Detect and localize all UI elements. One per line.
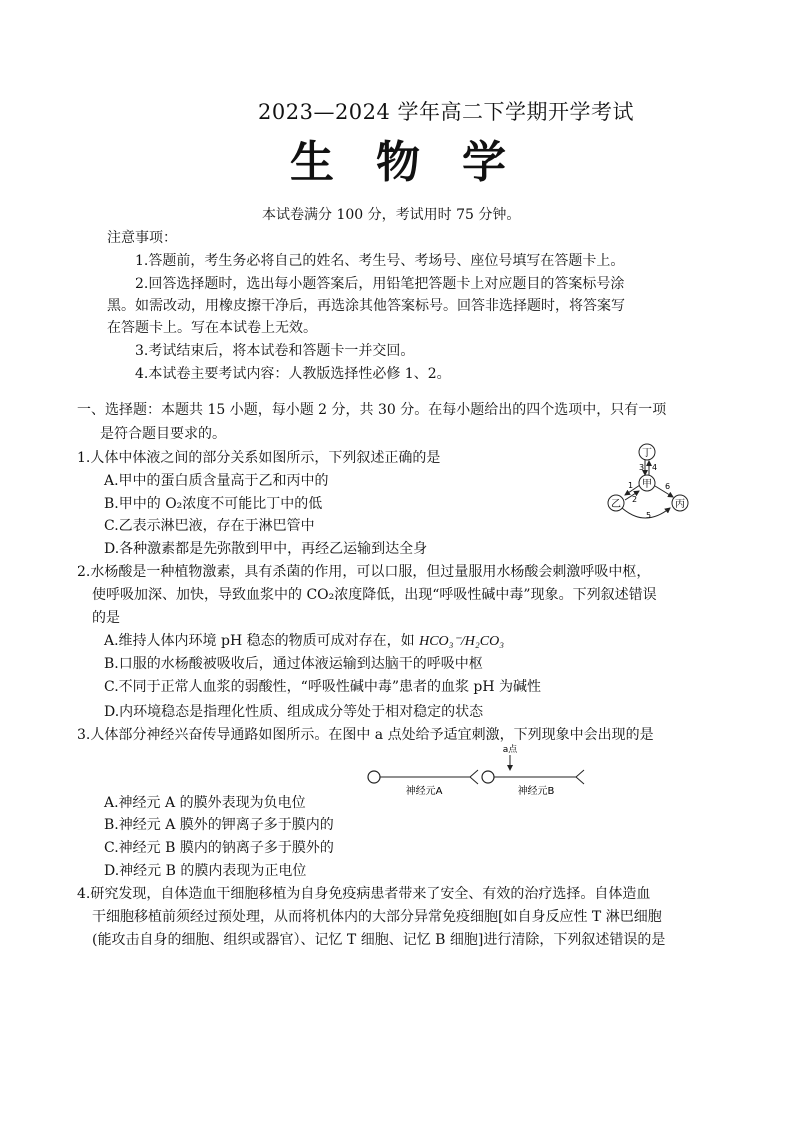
notice-item: 黑。如需改动，用橡皮擦干净后，再选涂其他答案标号。回答非选择题时，将答案写 — [107, 298, 625, 314]
notice-item: 3.考试结束后，将本试卷和答题卡一并交回。 — [135, 343, 415, 359]
arrow-label: 1 — [628, 481, 634, 490]
neuron-b-label: 神经元B — [517, 786, 555, 797]
neuron-diagram — [362, 742, 602, 798]
arrow-label: 6 — [665, 482, 671, 491]
notice-heading: 注意事项： — [107, 230, 177, 246]
node-label: 甲 — [642, 479, 652, 490]
arrow-label: 3 — [639, 463, 645, 472]
question-2-option-a — [104, 631, 504, 652]
question-2-stem-cont: 使呼吸加深、加快，导致血浆中的 CO₂浓度降低，出现“呼吸性碱中毒”现象。下列叙述错误 — [92, 587, 657, 603]
question-2-option-d: D.内环境稳态是指理化性质、组成成分等处于相对稳定的状态 — [104, 704, 484, 720]
subject-char-2: 物 — [376, 137, 422, 188]
question-3-option-c: C.神经元 B 膜内的钠离子多于膜外的 — [104, 840, 334, 856]
neuron-a-label: 神经元A — [405, 786, 443, 797]
option-a-formula: HCO₃⁻/H₂CO₃ — [419, 634, 505, 649]
question-1-stem: 1.人体中体液之间的部分关系如图所示，下列叙述正确的是 — [77, 450, 441, 466]
question-4-stem-cont: (能攻击自身的细胞、组织或器官）、记忆 T 细胞、记忆 B 细胞]进行清除，下列叙述错误的是 — [92, 932, 666, 948]
notice-item: 在答题卡上。写在本试卷上无效。 — [107, 320, 317, 336]
subject-title — [290, 126, 548, 190]
neuron-b-terminal — [576, 770, 584, 784]
notice-item: 1.答题前，考生务必将自己的姓名、考生号、考场号、座位号填写在答题卡上。 — [135, 253, 625, 269]
node-label: 丁 — [642, 448, 652, 459]
question-3-stem: 3.人体部分神经兴奋传导通路如图所示。在图中 a 点处给予适宜刺激，下列现象中会出现的是 — [77, 727, 654, 743]
question-1-option-a: A.甲中的蛋白质含量高于乙和丙中的 — [104, 473, 329, 489]
question-3-option-b: B.神经元 A 膜外的钾离子多于膜内的 — [104, 817, 334, 833]
arrow-label: 2 — [632, 495, 638, 504]
point-a-label: a点 — [502, 745, 518, 755]
question-1-option-c: C.乙表示淋巴液，存在于淋巴管中 — [104, 518, 315, 534]
section-heading: 一、选择题：本题共 15 小题，每小题 2 分，共 30 分。在每小题给出的四个选项中，只有一项 — [77, 402, 667, 418]
question-4-stem: 4.研究发现，自体造血干细胞移植为自身免疫病患者带来了安全、有效的治疗选择。自体造血 — [77, 886, 651, 902]
option-a-text: A.维持人体内环境 pH 稳态的物质可成对存在，如 — [104, 633, 420, 649]
node-label: 丙 — [675, 499, 685, 510]
notice-item: 2.回答选择题时，选出每小题答案后，用铅笔把答题卡上对应题目的答案标号涂 — [135, 276, 625, 292]
node-label: 乙 — [611, 499, 621, 510]
exam-info: 本试卷满分 100 分，考试用时 75 分钟。 — [262, 207, 521, 223]
neuron-a-body — [368, 771, 380, 783]
question-3-option-d: D.神经元 B 的膜内表现为正电位 — [104, 863, 307, 879]
arrow-label: 5 — [646, 511, 652, 520]
question-2-stem: 2.水杨酸是一种植物激素，具有杀菌的作用，可以口服，但过量服用水杨酸会刺激呼吸中枢， — [77, 564, 651, 580]
neuron-b-body — [482, 771, 494, 783]
question-1-option-d: D.各种激素都是先弥散到甲中，再经乙运输到达全身 — [104, 541, 428, 557]
section-heading-cont: 是符合题目要求的。 — [100, 426, 226, 442]
neuron-a-terminal — [470, 770, 478, 784]
question-4-stem-cont: 干细胞移植前须经过预处理，从而将机体内的大部分异常免疫细胞[如自身反应性 T 淋巴细胞 — [92, 909, 662, 925]
arrow-label: 4 — [652, 463, 658, 472]
arrow-6 — [655, 486, 673, 497]
subject-char-1: 生 — [290, 137, 336, 188]
subject-char-3: 学 — [462, 137, 508, 188]
exam-title: 2023—2024 学年高二下学期开学考试 — [258, 100, 635, 124]
question-3-option-a: A.神经元 A 的膜外表现为负电位 — [104, 795, 306, 811]
question-2-option-c: C.不同于正常人血浆的弱酸性，“呼吸性碱中毒”患者的血浆 pH 为碱性 — [104, 679, 542, 695]
question-2-stem-cont: 的是 — [92, 610, 120, 626]
body-fluid-diagram — [600, 440, 700, 520]
question-1-option-b: B.甲中的 O₂浓度不可能比丁中的低 — [104, 496, 323, 512]
notice-item: 4.本试卷主要考试内容：人教版选择性必修 1、2。 — [135, 366, 451, 382]
question-2-option-b: B.口服的水杨酸被吸收后，通过体液运输到达脑干的呼吸中枢 — [104, 656, 483, 672]
